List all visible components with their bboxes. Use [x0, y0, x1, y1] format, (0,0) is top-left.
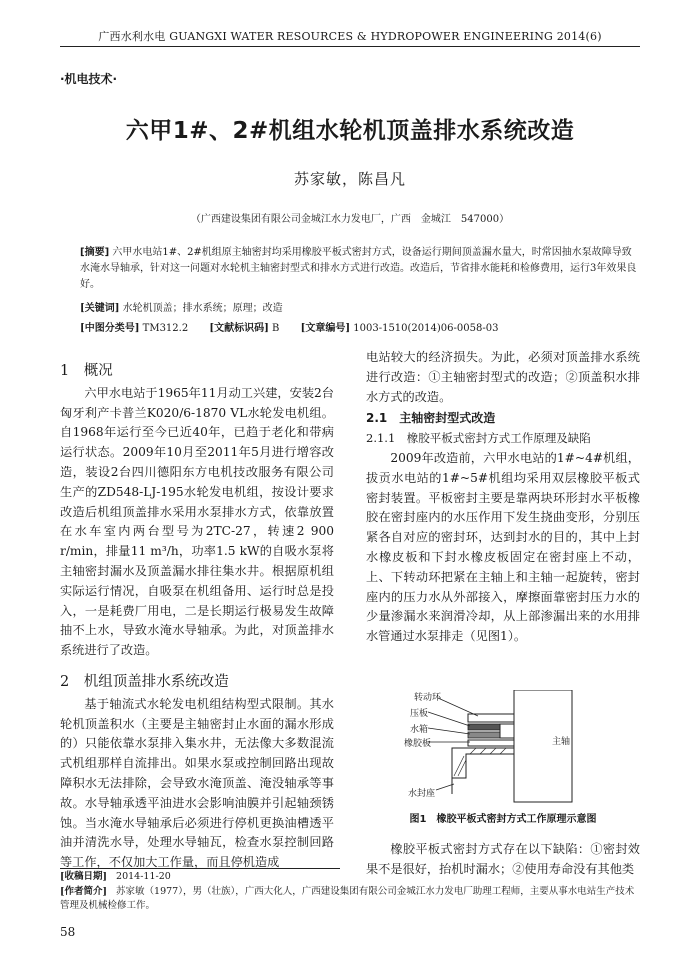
classification: [80, 319, 640, 334]
journal-header: 广西水利水电 GUANGXI WATER RESOURCES & HYDROPOWER ENGINEERING 2014(6): [98, 30, 602, 43]
abstract-label: [摘要]: [80, 247, 110, 258]
page-number: 58: [60, 925, 76, 939]
fig-label-rubber-plate: 橡胶板: [404, 739, 432, 749]
keywords-text: 水轮机顶盖；排水系统；原理；改造: [122, 303, 283, 314]
received-date: [60, 870, 640, 884]
keywords-label: [关键词]: [80, 303, 120, 314]
section-2-paragraph: 基于轴流式水轮发电机组结构型式限制。其水轮机顶盖积水（主要是主轴密封止水面的漏水形成的）只能依靠水泵排入集水井，无法像大多数混流式机组那样自流排出。如果水泵或控制回路出现故障积水无法排除，会导致水淹顶盖、淹没轴承等事故。水导轴承透平油进水会影响油膜并引起轴颈锈蚀。当水淹水导轴承后必须进行停机更换油槽透平油并清洗水导，处理水导轴瓦，检查水泵控制回路等工作，不仅加大工作量，而且停机造成: [60, 696, 334, 870]
abstract: [80, 245, 640, 293]
right-paragraph-1: 2009年改造前，六甲水电站的1#~4#机组，拔贡水电站的1#~5#机组均采用双层橡胶平板式密封装置。平板密封主要是靠两块环形封水平板橡胶在密封座内的水压作用下发生挠曲变形，分别压紧各自对应的密封环，达到封水的目的，其中上封水橡皮板和下封水橡皮板固定在密封座上不动，上、下转动环把紧在主轴上和主轴一起旋转，密封座内的压力水从外部接入，摩擦面靠密封压力水的少量渗漏水来润滑冷却，从上部渗漏出来的水用排水管通过水泵排走（见图1）。: [366, 450, 640, 644]
section-1-paragraph: 六甲水电站于1965年11月动工兴建，安装2台匈牙利产卡普兰K020/6-1870 VL水轮发电机组。自1968年运行至今已近40年，已趋于老化和带病运行状态。2009年10月至2011年5月进行增容改造，装设2台四川德阳东方电机技改服务有限公司生产的ZD548-LJ-195水轮发电机组，按设计要求改造后机组顶盖排水采用水泵排水方式，依靠放置在水车室内两台型号为2TC-27，转速2 900 r/min，排量11 m³/h，功率1.5 kW的自吸水泵将主轴密封漏水及顶盖漏水排往集水井。根据原机组实际运行情况，自吸泵在机组备用、运行时总是投入，一是耗费厂用电，二是长期运行极易发生故障抽不上水，导致水淹水导轴承。为此，对顶盖排水系统进行了改造。: [60, 385, 334, 658]
author-bio-text: 苏家敏（1977），男（壮族），广西大化人，广西建设集团有限公司金城江水力发电厂助理工程师，主要从事水电站生产技术管理及机械检修工作。: [60, 886, 635, 911]
section-tag: ·机电技术·: [60, 72, 118, 86]
abstract-text: 六甲水电站1#、2#机组原主轴密封均采用橡胶平板式密封方式，设备运行期间顶盖漏水量大，时常因抽水泵故障导致水淹水导轴承，针对这一问题对水轮机主轴密封型式和排水方式进行改造。改造后，节省排水能耗和检修费用，运行3年效果良好。: [80, 247, 637, 290]
received-value: 2014-11-20: [116, 871, 171, 882]
doc-code-label: [文献标识码]: [209, 323, 269, 334]
author-bio: [60, 885, 640, 913]
figure-1: [366, 690, 640, 830]
affiliation: （广西建设集团有限公司金城江水力发电厂，广西 金城江 547000）: [190, 214, 510, 225]
keywords: [80, 299, 640, 314]
article-title: 六甲1#、2#机组水轮机顶盖排水系统改造: [125, 118, 575, 144]
fig-label-main-shaft: 主轴: [552, 737, 571, 747]
section-2-1-title: 2.1 主轴密封型式改造: [366, 411, 496, 426]
clc-value: TM312.2: [142, 323, 189, 334]
fig-label-seal-seat: 水封座: [408, 789, 436, 799]
section-2-title: 2 机组顶盖排水系统改造: [60, 673, 229, 690]
fig-label-press-plate: 压板: [410, 709, 429, 719]
figure-1-caption: 图1 橡胶平板式密封方式工作原理示意图: [409, 814, 597, 825]
article-number-label: [文章编号]: [300, 323, 351, 334]
received-label: [收稿日期]: [60, 871, 107, 882]
article-number-value: 1003-1510(2014)06-0058-03: [353, 323, 499, 334]
author-bio-label: [作者简介]: [60, 886, 107, 897]
fig-label-water-box: 水箱: [410, 725, 429, 735]
right-column: [366, 348, 640, 647]
section-2-1-1-title: 2.1.1 橡胶平板式密封方式工作原理及缺陷: [366, 431, 591, 446]
section-1-title: 1 概况: [60, 363, 113, 379]
header-rule: [60, 46, 640, 47]
doc-code-value: B: [272, 323, 280, 334]
right-paragraph-2: 橡胶平板式密封方式存在以下缺陷：①密封效果不是很好，抬机时漏水；②使用寿命没有其他类: [366, 842, 640, 876]
clc-label: [中图分类号]: [80, 323, 140, 334]
fig-label-rotating-ring: 转动环: [414, 693, 442, 703]
right-paragraph-0: 电站较大的经济损失。为此，必须对顶盖排水系统进行改造：①主轴密封型式的改造；②顶盖积水排水方式的改造。: [366, 350, 640, 404]
footer-rule: [60, 868, 340, 869]
authors: 苏家敏，陈昌凡: [293, 170, 406, 188]
left-column: [60, 362, 334, 873]
